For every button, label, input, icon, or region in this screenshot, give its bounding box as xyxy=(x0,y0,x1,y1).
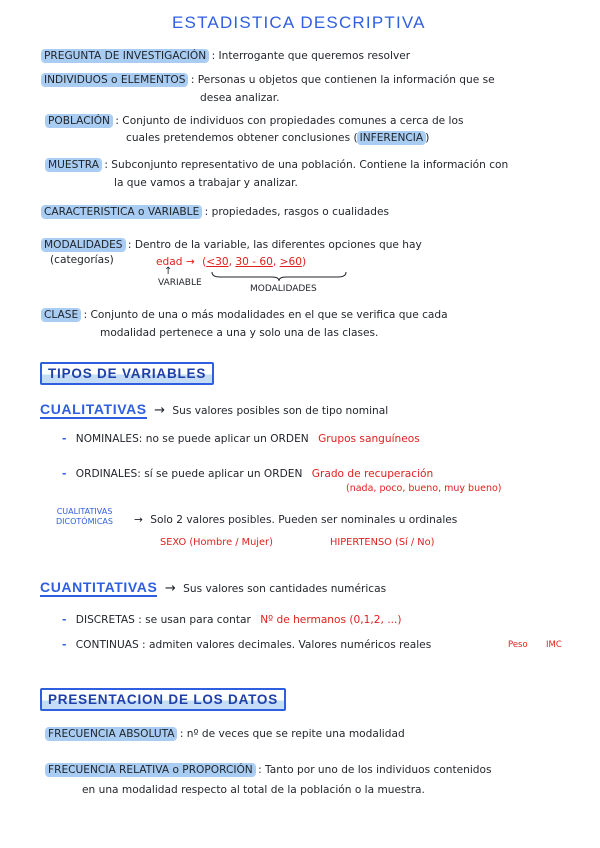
term-pregunta: PREGUNTA DE INVESTIGACIÓN xyxy=(44,50,207,62)
text-individuos: : Personas u objetos que contienen la información que se xyxy=(190,74,495,86)
modalidad-1: <30 xyxy=(206,256,229,268)
def-individuos xyxy=(42,74,495,86)
continuas-dash: - xyxy=(62,639,67,651)
example-open: ( xyxy=(202,256,207,268)
modalidad-3: >60 xyxy=(279,256,302,268)
discretas-row xyxy=(62,614,401,626)
cualitativas-arrow-icon: → xyxy=(154,403,166,418)
continuas-text: CONTINUAS : admiten valores decimales. Valores numéricos reales xyxy=(75,639,432,651)
section-tipos-heading: TIPOS DE VARIABLES xyxy=(40,362,214,385)
brace-icon xyxy=(210,270,348,282)
def-pregunta xyxy=(42,50,410,62)
continuas-example-1: Peso xyxy=(508,640,528,650)
term-muestra: MUESTRA xyxy=(48,159,99,171)
modalidades-sub: (categorías) xyxy=(50,254,114,266)
cualitativas-text: Sus valores posibles son de tipo nominal xyxy=(172,405,389,417)
nominales-example: Grupos sanguíneos xyxy=(318,433,420,445)
discretas-example: Nº de hermanos (0,1,2, ...) xyxy=(260,614,402,626)
section-presentacion-heading: PRESENTACION DE LOS DATOS xyxy=(40,688,286,711)
text-muestra-2: la que vamos a trabajar y analizar. xyxy=(114,177,298,189)
text-frecuencia-absoluta: : nº de veces que se repite una modalidad xyxy=(179,728,405,740)
sep-2: , xyxy=(272,256,277,268)
text-frecuencia-relativa-2: en una modalidad respecto al total de la población o la muestra. xyxy=(82,784,425,796)
text-poblacion-2 xyxy=(126,132,429,144)
cualitativas-term: CUALITATIVAS xyxy=(40,401,147,417)
text-frecuencia-relativa: : Tanto por uno de los individuos contenidos xyxy=(258,764,492,776)
text-poblacion-2c: ) xyxy=(425,132,430,144)
modalidad-2: 30 - 60 xyxy=(235,256,273,268)
label-modalidades: MODALIDADES xyxy=(250,284,317,294)
text-clase-2: modalidad pertenece a una y solo una de las clases. xyxy=(100,327,379,339)
nominales-row xyxy=(62,433,420,445)
label-variable: VARIABLE xyxy=(158,278,202,288)
ordinales-row xyxy=(62,468,433,480)
dicotomicas-label xyxy=(56,507,113,527)
text-muestra: : Subconjunto representativo de una población. Contiene la información con xyxy=(104,159,509,171)
dicotomicas-example-1: SEXO (Hombre / Mujer) xyxy=(160,537,273,548)
example-arrow: → xyxy=(185,256,195,268)
term-frecuencia-absoluta: FRECUENCIA ABSOLUTA xyxy=(48,728,175,740)
cuantitativas-term: CUANTITATIVAS xyxy=(40,579,158,595)
dicotomicas-arrow-icon: → xyxy=(134,514,143,526)
cuantitativas-row xyxy=(40,579,386,596)
term-caracteristica: CARACTERISTICA o VARIABLE xyxy=(44,206,200,218)
up-arrow-icon: ↑ xyxy=(164,266,173,277)
text-caracteristica: : propiedades, rasgos o cualidades xyxy=(204,206,390,218)
page-title: ESTADISTICA DESCRIPTIVA xyxy=(172,13,426,32)
cuantitativas-arrow-icon: → xyxy=(164,581,176,596)
ordinales-example: Grado de recuperación xyxy=(311,468,434,480)
def-clase xyxy=(42,309,448,321)
ordinales-dash: - xyxy=(62,468,67,480)
text-pregunta: : Interrogante que queremos resolver xyxy=(211,50,411,62)
dicotomicas-label-1: CUALITATIVAS xyxy=(56,507,113,516)
dicotomicas-text: Solo 2 valores posibles. Pueden ser nominales u ordinales xyxy=(150,514,458,526)
cuantitativas-text: Sus valores son cantidades numéricas xyxy=(183,583,387,595)
text-modalidades: : Dentro de la variable, las diferentes opciones que hay xyxy=(127,239,422,251)
def-modalidades xyxy=(42,239,422,251)
inferencia-tag: INFERENCIA xyxy=(359,132,424,144)
nominales-dash: - xyxy=(62,433,67,445)
term-frecuencia-relativa: FRECUENCIA RELATIVA o PROPORCIÓN xyxy=(48,764,253,776)
example-variable: edad xyxy=(156,256,183,268)
term-clase: CLASE xyxy=(44,309,79,321)
dicotomicas-label-2: DICOTÓMICAS xyxy=(56,517,113,526)
text-poblacion: : Conjunto de individuos con propiedades comunes a cerca de los xyxy=(115,115,464,127)
example-close: ) xyxy=(302,256,307,268)
term-modalidades: MODALIDADES xyxy=(44,239,123,251)
discretas-dash: - xyxy=(62,614,67,626)
text-clase: : Conjunto de una o más modalidades en el que se verifica que cada xyxy=(83,309,448,321)
continuas-row xyxy=(62,639,431,651)
continuas-example-2: IMC xyxy=(546,640,562,650)
term-individuos: INDIVIDUOS o ELEMENTOS xyxy=(44,74,186,86)
nominales-text: NOMINALES: no se puede aplicar un ORDEN xyxy=(75,433,309,445)
discretas-text: DISCRETAS : se usan para contar xyxy=(75,614,251,626)
text-poblacion-2a: cuales pretendemos obtener conclusiones ( xyxy=(126,132,358,144)
dicotomicas-example-2: HIPERTENSO (Sí / No) xyxy=(330,537,435,548)
sep-1: , xyxy=(228,256,232,268)
def-muestra xyxy=(46,159,508,171)
modalidades-example xyxy=(156,256,306,268)
def-caracteristica xyxy=(42,206,389,218)
def-frecuencia-relativa xyxy=(46,764,492,776)
def-poblacion xyxy=(46,115,464,127)
cualitativas-row xyxy=(40,401,388,418)
dicotomicas-row xyxy=(134,514,457,526)
term-poblacion: POBLACIÓN xyxy=(48,115,110,127)
def-frecuencia-absoluta xyxy=(46,728,405,740)
text-individuos-2: desea analizar. xyxy=(200,92,280,104)
ordinales-text: ORDINALES: sí se puede aplicar un ORDEN xyxy=(75,468,303,480)
ordinales-example-2: (nada, poco, bueno, muy bueno) xyxy=(346,483,502,494)
